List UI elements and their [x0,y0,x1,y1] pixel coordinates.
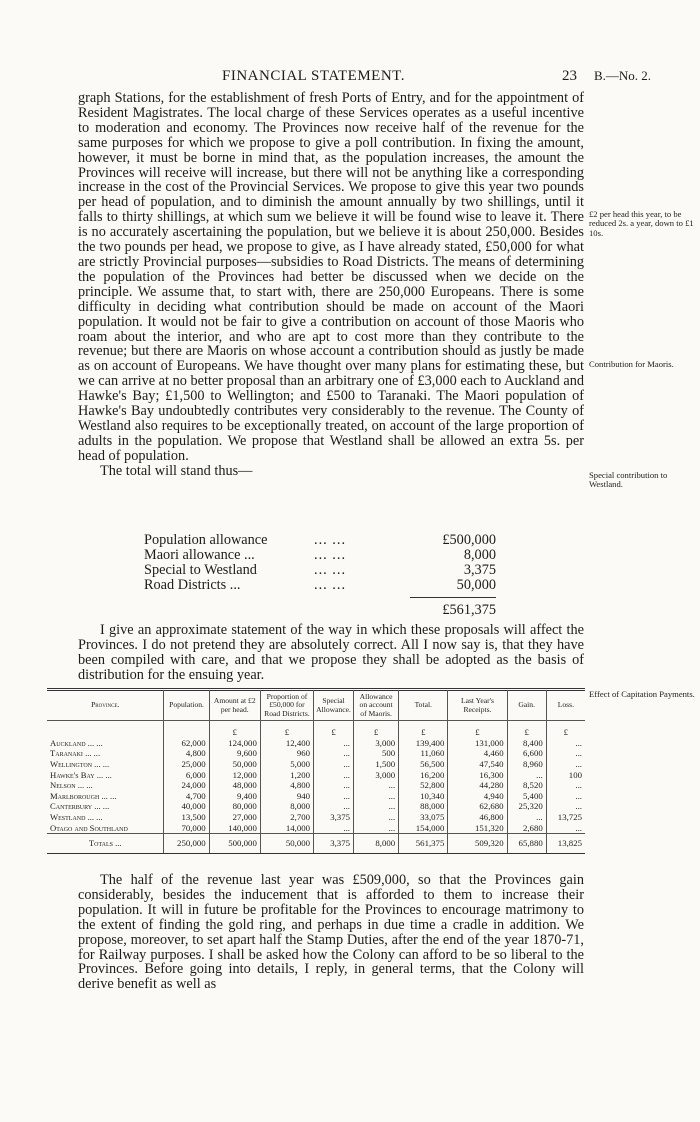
cell-totals-label: Totals ... [47,834,164,854]
paragraph-approximate: I give an approximate statement of the way in which these proposals will affect the Provinces. I do not pretend they are absolutely correct. All I now say is, that they have been compiled with care, and that we propose they shall be adopted as the basis of distribution for the ensuing year. [78,622,584,683]
col-receipts: Last Year's Receipts. [448,691,507,721]
cell: 27,000 [209,812,260,823]
cell: 33,075 [399,812,448,823]
marginal-note-capitation: £2 per head this year, to be reduced 2s. a year, down to £1 10s. [589,209,694,238]
cell: ... [314,823,354,834]
cell: 24,000 [164,780,209,791]
cell: 25,320 [507,801,546,812]
cell-province: Nelson ... ... [47,780,164,791]
totals-list [144,533,504,618]
cell-province: Westland ... ... [47,812,164,823]
table-row [47,738,585,749]
unit-cell: £ [507,721,546,738]
cell: 8,000 [354,834,399,854]
totals-row [144,578,504,593]
marginal-note-effect: Effect of Capitation Payments. [589,689,695,699]
cell: 70,000 [164,823,209,834]
totals-label: Special to Westland [144,562,257,578]
cell: 960 [260,748,313,759]
table-row [47,801,585,812]
cell: 52,800 [399,780,448,791]
cell: ... [354,823,399,834]
cell: 6,600 [507,748,546,759]
cell: ... [354,791,399,802]
cell: 250,000 [164,834,209,854]
cell: ... [314,738,354,749]
totals-amount: 8,000 [463,547,496,563]
unit-cell: £ [563,727,569,738]
paragraph-approximate-wrap [78,623,584,683]
units-row [47,721,585,738]
totals-row [144,548,504,563]
cell: 100 [568,769,582,780]
section-reference: B.—No. 2. [594,68,652,83]
cell: 12,000 [209,770,260,781]
cell: 4,940 [448,791,507,802]
table-row [47,780,585,791]
cell: 3,000 [354,770,399,781]
cell: 50,000 [209,759,260,770]
sum-rule [410,597,496,598]
cell: ... [575,759,582,769]
cell: 151,320 [448,823,507,834]
cell: 500 [354,748,399,759]
cell: 88,000 [399,801,448,812]
cell: 2,700 [260,812,313,823]
cell: 4,460 [448,748,507,759]
col-maori: Allowance on account of Maoris. [354,691,399,721]
totals-row [144,563,504,578]
cell-province: Otago and Southland [47,823,164,834]
leader-dots: ... ... [314,577,347,593]
totals-label: Road Districts ... [144,577,241,593]
totals-sum: £561,375 [442,602,496,618]
cell: ... [354,780,399,791]
paragraph-after-table-wrap [78,873,584,992]
cell: 50,000 [260,834,313,854]
cell: 4,800 [260,780,313,791]
page-number: 23 [562,68,577,84]
totals-row [144,533,504,548]
unit-cell: £ [209,721,260,738]
cell: 47,540 [448,759,507,770]
marginal-note-maoris: Contribution for Maoris. [589,359,674,369]
unit-cell: £ [448,721,507,738]
cell-province: Auckland ... ... [47,738,164,749]
col-amount: Amount at £2 per head. [209,691,260,721]
marginal-note-westland: Special contribution to Westland. [589,470,668,490]
table-row [47,748,585,759]
cell: 11,060 [399,748,448,759]
cell: 4,700 [164,791,209,802]
cell-province: Canterbury ... ... [47,801,164,812]
cell-province: Marlborough ... ... [47,791,164,802]
cell: ... [314,759,354,770]
cell: 1,200 [260,770,313,781]
cell: 4,800 [164,748,209,759]
table-row [47,770,585,781]
running-header [0,68,700,88]
table-row [47,823,585,834]
paragraph-capitation: graph Stations, for the establishment of fresh Ports of Entry, and for the appointment of Resident Magistrates. The local charge of these Services operates as a useful incentive to moderation and economy. The Provinces now receive half of the revenue for the same purposes for which we propose to give a poll contribution. In fixing the amount, however, it must be borne in mind that, as the population increases, the amount the Provinces will receive will increase, but there will not be anything like a corresponding increase in the cost of the Provincial Services. We propose to give this year two pounds per head of population, and to diminish the amount annually by two shillings, until it falls to thirty shillings, at which sum we believe it will be found wise to leave it. There is no accurately ascertaining the population, but we believe it is about 250,000. Besides the two pounds per head, we propose to give, as I have already stated, £50,000 for what are strictly Provincial purposes—subsidies to Road Districts. The means of determining the population of the Provinces had better be discussed when we decide on the principle. We assume that, to start with, there are 250,000 Europeans. There is some difficulty in deciding what contribution should be made on account of the Maori population. It would not be fair to give a contribution on account of those Maoris who roam about the interior, and who are apt to cost more than they contribute to the revenue; but there are Maoris on whose account a contribution should as justly be made as on account of Europeans. We have thought over many plans for estimating these, but we can arrive at no better proposal than an arbitrary one of £3,000 each to Auckland and Hawke's Bay; £1,500 to Wellington; and £500 to Taranaki. The Maori population of Hawke's Bay undoubtedly contributes very considerably to the revenue. The County of Westland also requires to be exceptionally treated, on account of the large proportion of adults in the population. We propose that Westland shall be allowed an extra 5s. per head of population. [78,90,584,464]
col-gain: Gain. [507,691,546,721]
cell: 62,680 [448,801,507,812]
cell: 13,500 [164,812,209,823]
cell: 40,000 [164,801,209,812]
cell: 154,000 [399,823,448,834]
cell: 5,000 [260,759,313,770]
cell: 10,340 [399,791,448,802]
col-special: Special Allowance. [314,691,354,721]
totals-label: Maori allowance ... [144,547,255,563]
cell: ... [507,812,546,823]
unit-cell: £ [314,721,354,738]
cell: 48,000 [209,780,260,791]
cell: 2,680 [507,823,546,834]
cell: 80,000 [209,801,260,812]
table-row [47,812,585,823]
cell: 5,400 [507,791,546,802]
cell-province: Taranaki ... ... [47,748,164,759]
cell: ... [354,801,399,812]
cell-province: Hawke's Bay ... ... [47,770,164,781]
cell: ... [507,770,546,781]
cell: ... [575,748,582,759]
cell: 6,000 [164,770,209,781]
table-row [47,759,585,770]
unit-cell: £ [399,721,448,738]
table-totals-row [47,834,585,854]
capitation-table [47,690,585,854]
col-road: Proportion of £50,000 for Road Districts. [260,691,313,721]
leader-dots: ... ... [314,532,347,548]
totals-label: Population allowance [144,532,268,548]
cell: 8,400 [507,738,546,749]
cell: 139,400 [399,738,448,749]
cell: 8,960 [507,759,546,770]
cell: 14,000 [260,823,313,834]
cell: 13,825 [546,834,585,854]
table-row [47,791,585,802]
cell: ... [575,737,582,748]
unit-cell: £ [260,721,313,738]
cell: 46,800 [448,812,507,823]
col-total: Total. [399,691,448,721]
cell: ... [575,790,582,801]
leader-dots: ... ... [314,547,347,563]
cell: 65,880 [507,834,546,854]
cell: ... [314,780,354,791]
cell: 13,725 [557,811,582,822]
totals-amount: 50,000 [456,577,496,593]
table-header-row [47,691,585,721]
unit-cell [164,721,209,738]
cell: ... [314,748,354,759]
totals-amount: £500,000 [442,532,496,548]
cell: 561,375 [399,834,448,854]
cell: ... [575,801,582,812]
cell: 940 [260,791,313,802]
paragraph-total-intro: The total will stand thus— [100,462,253,479]
cell: ... [354,812,399,823]
cell: 3,000 [354,738,399,749]
cell: 140,000 [209,823,260,834]
totals-amount: 3,375 [463,562,496,578]
cell: 9,400 [209,791,260,802]
cell: 16,200 [399,770,448,781]
cell-province: Wellington ... ... [47,759,164,770]
unit-cell [47,721,164,738]
cell: ... [314,801,354,812]
leader-dots: ... ... [314,562,347,578]
cell: 3,375 [314,834,354,854]
cell: 25,000 [164,759,209,770]
cell: 9,600 [209,748,260,759]
main-text [78,91,584,479]
cell: 12,400 [260,738,313,749]
totals-sum-row [144,603,504,618]
cell: 124,000 [209,738,260,749]
col-population: Population. [164,691,209,721]
cell: 44,280 [448,780,507,791]
cell: 16,300 [448,770,507,781]
unit-cell: £ [354,721,399,738]
cell: 500,000 [209,834,260,854]
cell: 8,000 [260,801,313,812]
col-province: Province. [47,691,164,721]
table-top-rule [47,688,585,689]
paragraph-after-table: The half of the revenue last year was £509,000, so that the Provinces gain considerably, besides the inducement that is afforded to them to increase their population. It will in future be profitable for the Provinces to encourage matrimony to the extent of finding the gold ring, and perhaps in due time a cradle in addition. We propose, moreover, to set apart half the Stamp Duties, after the end of the year 1870-71, for Railway purposes. I shall be asked how the Colony can afford to be so liberal to the Provinces. Before going into details, I reply, in general terms, that the Colony will derive benefit as well as [78,872,584,993]
cell: 62,000 [164,738,209,749]
cell: ... [314,791,354,802]
cell: 1,500 [354,759,399,770]
cell: 3,375 [314,812,354,823]
cell: 509,320 [448,834,507,854]
cell: 8,520 [507,780,546,791]
cell: ... [575,780,582,791]
page-header-title: FINANCIAL STATEMENT. [222,68,405,84]
cell: ... [575,822,582,833]
col-loss: Loss. [546,691,585,721]
cell: 56,500 [399,759,448,770]
cell: ... [314,770,354,781]
cell: 131,000 [448,738,507,749]
